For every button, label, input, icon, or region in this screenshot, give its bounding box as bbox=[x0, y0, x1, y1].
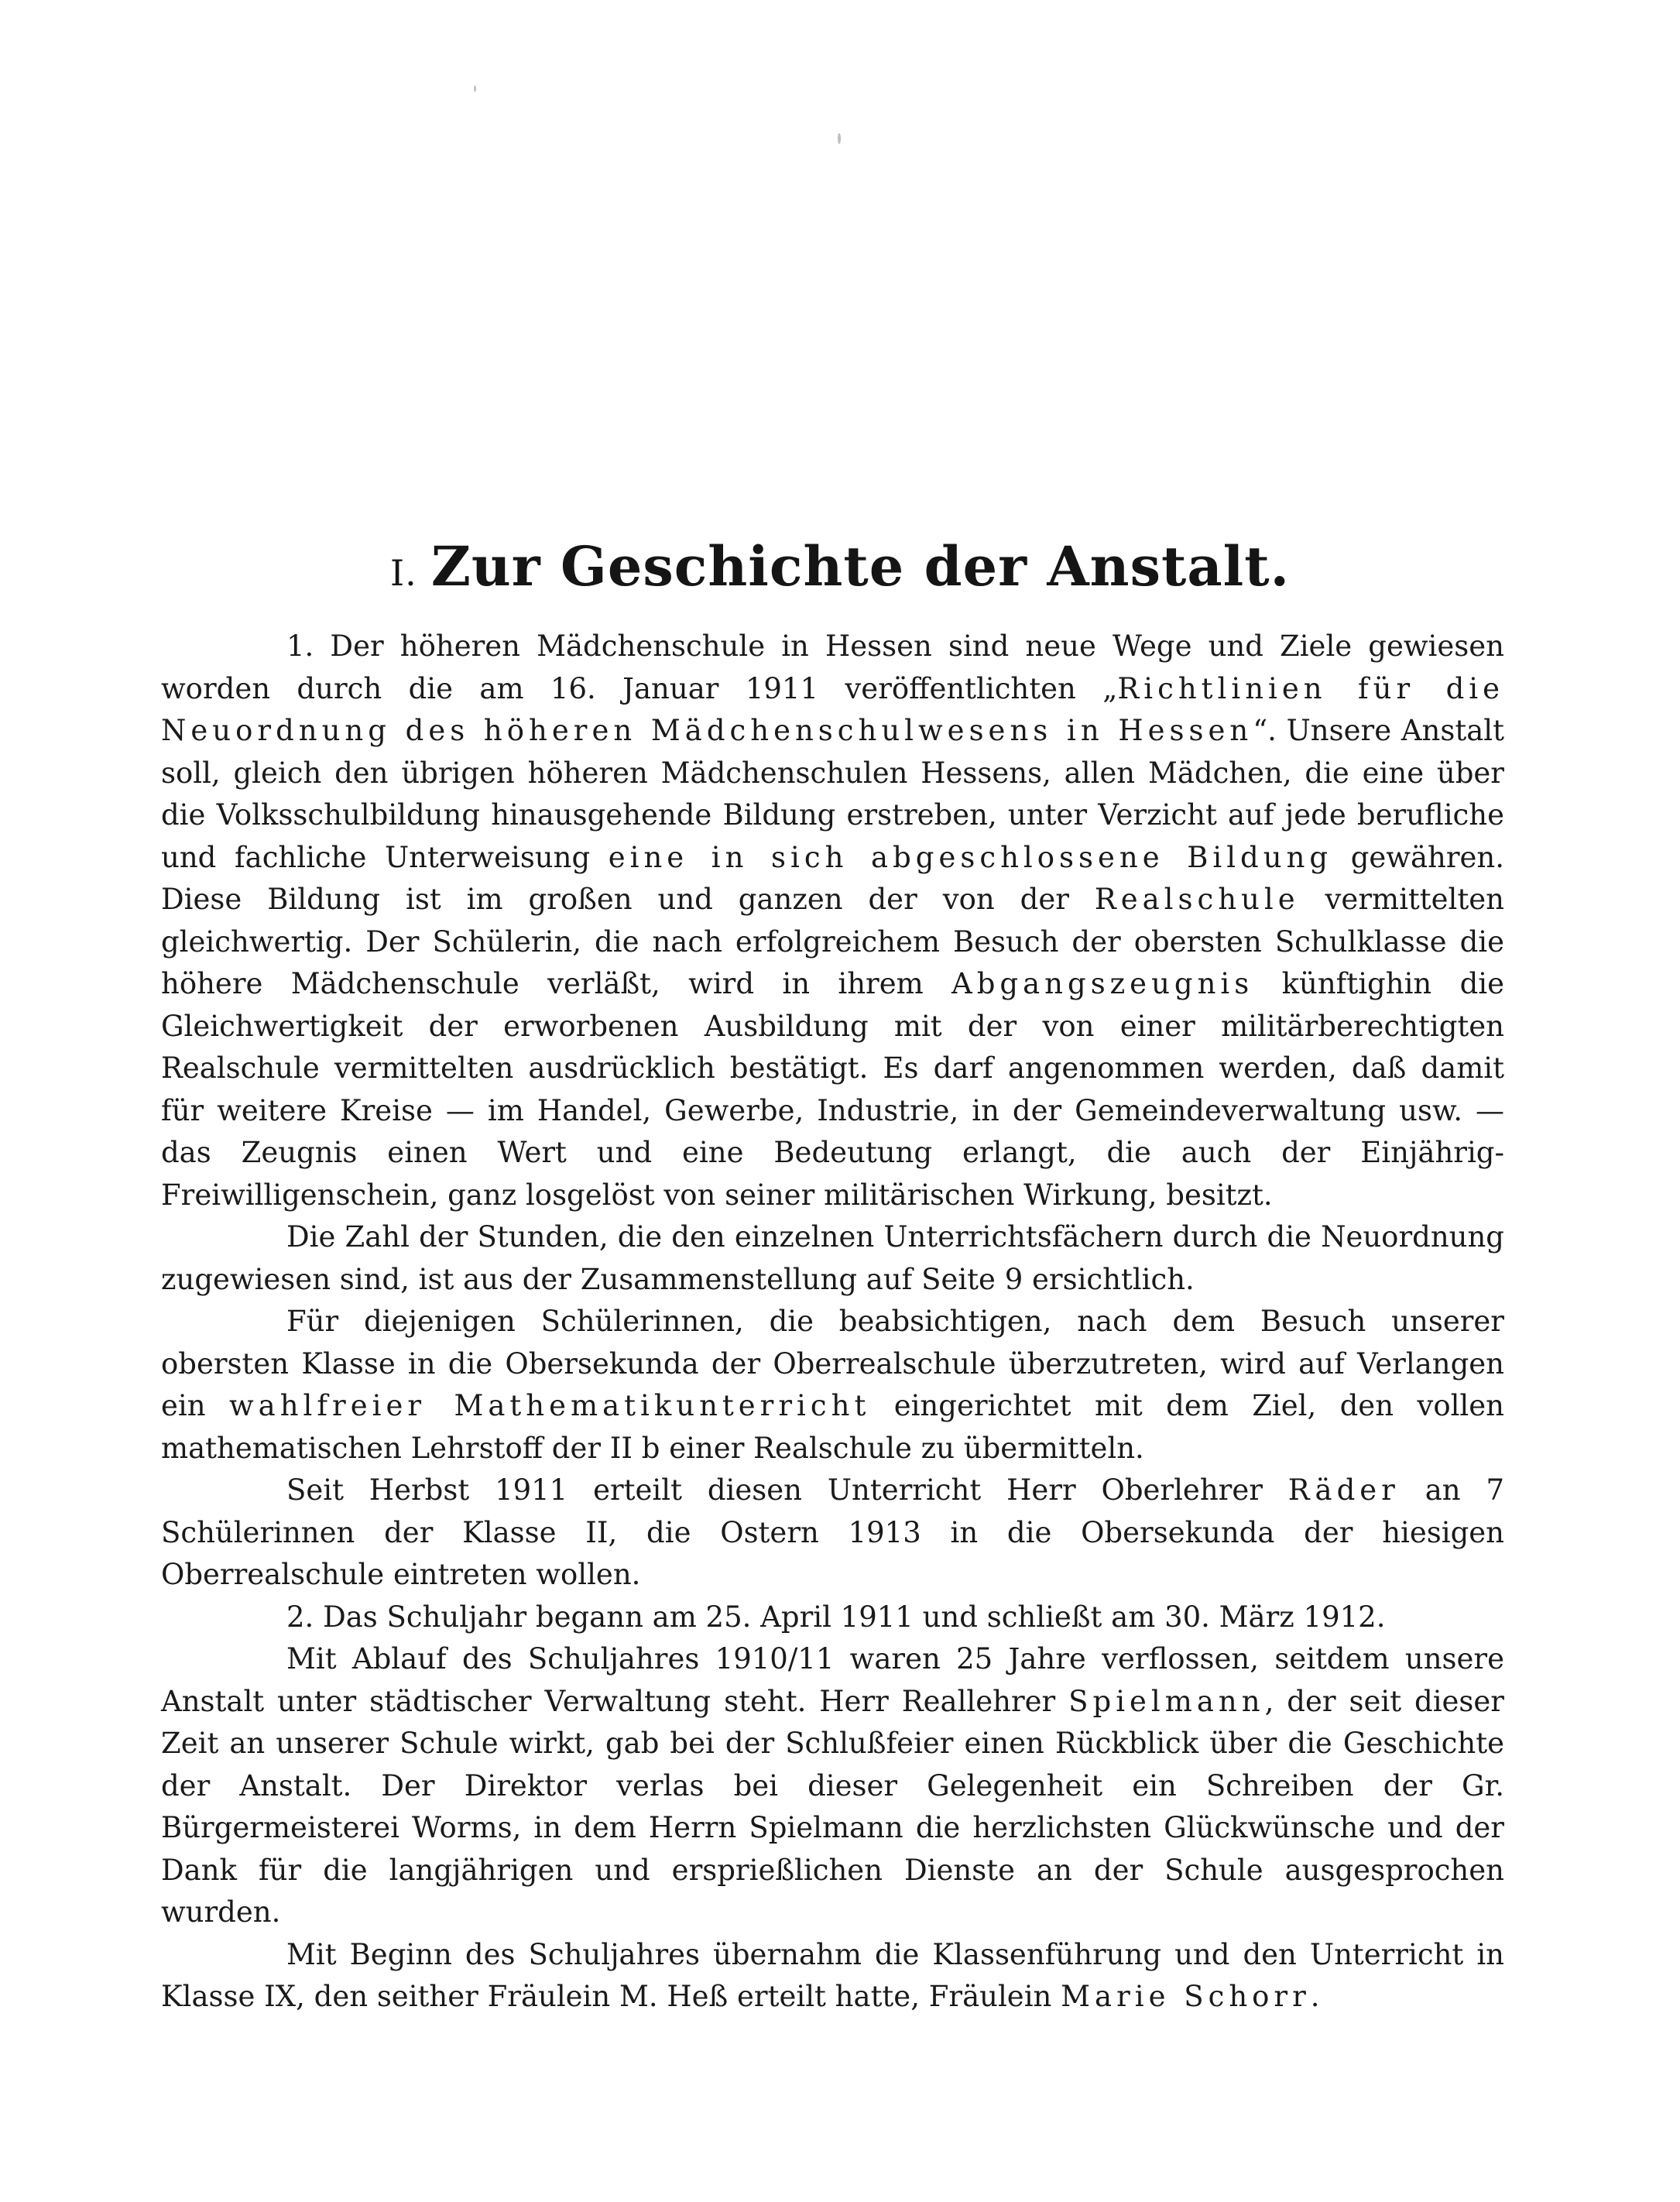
text-run: Die Zahl der Stunden, die den einzelnen Unterrichtsfächern durch die Neuordnung zugewiesen sind, ist aus der Zusammenstellung auf Seite 9 ersichtlich. bbox=[161, 1220, 1504, 1296]
section-heading bbox=[0, 534, 1680, 599]
paragraph bbox=[161, 626, 1504, 1216]
text-run: . bbox=[1310, 1980, 1320, 2013]
spaced-emphasis: Marie Schorr bbox=[1061, 1980, 1311, 2013]
text-run: “. Unsere Anstalt soll, gleich den übrigen höheren Mädchenschulen Hessens, allen Mädchen, die eine über die Volksschulbildung hinausgehende Bildung erstreben, unter Verzicht auf jede berufliche und fachliche Unterweisung bbox=[161, 714, 1504, 874]
spaced-emphasis: wahlfreier Mathematikunterricht bbox=[228, 1389, 871, 1422]
section-number: I. bbox=[390, 552, 417, 594]
spaced-emphasis: Abgangszeugnis bbox=[951, 967, 1254, 1000]
text-run: 1. Der höheren Mädchenschule in Hessen sind neue Wege und Ziele gewiesen worden durch die am 16. Januar 1911 veröffentlichten „ bbox=[161, 629, 1504, 705]
text-run: künftighin die Gleichwertigkeit der erworbenen Ausbildung mit der von einer militärberechtigten Realschule vermittelten ausdrücklich bestätigt. Es darf angenommen werden, daß damit für weitere Kreise — im Handel, Gewerbe, Industrie, in der Gemeindeverwaltung usw. — das Zeugnis einen Wert und eine Bedeutung erlangt, die auch der Einjährig-Freiwilligenschein, ganz losgelöst von seiner militärischen Wirkung, besitzt. bbox=[161, 967, 1504, 1212]
page-speck bbox=[838, 133, 841, 144]
spaced-emphasis: Realschule bbox=[1094, 883, 1300, 916]
paragraph bbox=[161, 1934, 1504, 2018]
section-title: Zur Geschichte der Anstalt. bbox=[430, 534, 1290, 599]
paragraph bbox=[161, 1638, 1504, 1934]
spaced-emphasis: Richtlinien für die Neuordnung des höheren Mädchenschulwesens in Hessen bbox=[161, 671, 1504, 747]
text-run: Seit Herbst 1911 erteilt diesen Unterricht Herr Oberlehrer bbox=[286, 1473, 1288, 1507]
text-run: Für diejenigen Schülerinnen, die beabsichtigen, nach dem Besuch unserer obersten Klasse in die Obersekunda der Oberrealschule überzutreten, wird auf Verlangen ein bbox=[161, 1305, 1504, 1422]
text-run: Mit Ablauf des Schuljahres 1910/11 waren 25 Jahre verflossen, seitdem unsere Anstalt unter städtischer Verwaltung steht. Herr Reallehrer bbox=[161, 1642, 1504, 1718]
text-run: an 7 Schülerinnen der Klasse II, die Ostern 1913 in die Obersekunda der hiesigen Oberrealschule eintreten wollen. bbox=[161, 1473, 1504, 1591]
paragraph bbox=[161, 1216, 1504, 1301]
paragraph bbox=[161, 1597, 1504, 1639]
spaced-emphasis: Räder bbox=[1287, 1473, 1400, 1507]
text-run: , der seit dieser Zeit an unserer Schule wirkt, gab bei der Schlußfeier einen Rückblick über die Geschichte der Anstalt. Der Direktor verlas bei dieser Gelegenheit ein Schreiben der Gr. Bürgermeisterei Worms, in dem Herrn Spielmann die herzlichsten Glückwünsche und der Dank für die langjährigen und ersprießlichen Dienste an der Schule ausgesprochen wurden. bbox=[161, 1684, 1504, 1929]
text-run: 2. Das Schuljahr begann am 25. April 1911 und schließt am 30. März 1912. bbox=[286, 1600, 1386, 1634]
spaced-emphasis: Spielmann bbox=[1068, 1684, 1265, 1718]
page-speck bbox=[474, 85, 476, 92]
text-run: vermittelten gleichwertig. Der Schülerin, die nach erfolgreichem Besuch der obersten Schulklasse die höhere Mädchenschule verläßt, wird in ihrem bbox=[161, 883, 1504, 1000]
spaced-emphasis: eine in sich abgeschlossene Bildung bbox=[608, 840, 1333, 874]
text-run: eingerichtet mit dem Ziel, den vollen mathematischen Lehrstoff der II b einer Realschule zu übermitteln. bbox=[161, 1389, 1504, 1465]
paragraph bbox=[161, 1301, 1504, 1470]
paragraph bbox=[161, 1470, 1504, 1597]
document-body bbox=[161, 626, 1504, 2018]
text-run: gewähren. Diese Bildung ist im großen und ganzen der von der bbox=[161, 840, 1505, 916]
text-run: Mit Beginn des Schuljahres übernahm die Klassenführung und den Unterricht in Klasse IX, den seither Fräulein M. Heß erteilt hatte, Fräulein bbox=[161, 1937, 1504, 2013]
